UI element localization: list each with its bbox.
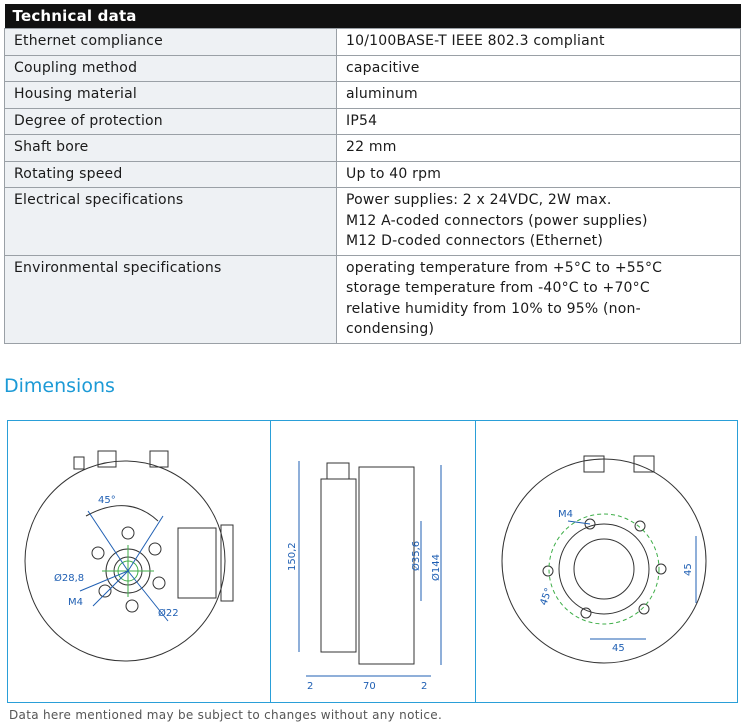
row-value [337,55,741,82]
row-value-line: operating temperature from +5°C to +55°C [346,259,663,276]
mount-hole-bl [99,585,111,597]
rear-vertical-label: 45 [683,563,694,576]
table-title: Technical data [5,4,741,29]
row-value [337,135,741,162]
front-thread-label: M4 [68,597,83,608]
mount-hole-tr [149,543,161,555]
side-mount [221,525,233,601]
row-label: Rotating speed [5,161,337,188]
row-value-line: Power supplies: 2 x 24VDC, 2W max. [346,192,612,208]
side-body-right [359,467,414,664]
table-row [5,82,741,109]
dimensions-heading: Dimensions [4,375,115,397]
row-value [337,82,741,109]
rear-view-panel [476,421,736,702]
row-value [337,29,741,56]
rear-thread-label: M4 [558,509,573,520]
row-label: Electrical specifications [5,188,337,256]
mount-hole-b [126,600,138,612]
table-row [5,135,741,162]
rear-housing-outline [502,459,706,663]
row-value [337,255,741,343]
table-row [5,161,741,188]
row-label: Shaft bore [5,135,337,162]
row-value-line: M12 A-coded connectors (power supplies) [346,212,648,229]
side-right-gap-label: 2 [421,681,428,692]
row-label: Coupling method [5,55,337,82]
rear-thread-leader [568,521,590,524]
row-value [337,188,741,256]
row-value [337,161,741,188]
rear-angle-label: 45° [538,586,555,608]
table-row [5,29,741,56]
row-value-line: capacitive [346,59,420,76]
front-view-drawing [8,421,270,702]
leader-dia [80,571,128,591]
row-value-line: storage temperature from -40°C to +70°C [346,280,650,296]
side-width-label: 70 [363,681,376,692]
rear-hole-3 [656,564,666,574]
rear-flange [559,524,649,614]
rear-hole-6 [543,566,553,576]
table-row [5,255,741,343]
rear-hole-5 [581,608,591,618]
leader-thread [93,571,128,606]
table-body [5,29,741,344]
rear-hole-2 [635,521,645,531]
technical-data-table [4,4,741,344]
rear-connector-left [584,456,604,472]
front-view-panel [8,421,270,702]
mount-hole-l [92,547,104,559]
row-value-line: 10/100BASE-T IEEE 802.3 compliant [346,33,605,49]
row-label: Environmental specifications [5,255,337,343]
angle-arc [86,506,158,521]
side-inner-dia-label: Ø35,6 [411,540,422,571]
side-height-label: 150,2 [287,542,298,571]
side-view-drawing [271,421,475,702]
table-row [5,108,741,135]
row-value-line: IP54 [346,112,378,129]
disclaimer-footnote: Data here mentioned may be subject to changes without any notice. [9,708,443,722]
row-value [337,108,741,135]
rear-view-drawing [476,421,736,702]
side-connector [327,463,349,479]
row-label: Ethernet compliance [5,29,337,56]
rear-bore [574,539,634,599]
mount-hole-r [153,577,165,589]
front-angle-label: 45° [98,495,116,506]
row-value-line: 22 mm [346,139,397,155]
row-value-line: relative humidity from 10% to 95% (non- [346,300,641,317]
side-outer-dia-label: Ø144 [431,554,442,581]
front-dia-label: Ø28,8 [54,573,85,584]
row-label: Housing material [5,82,337,109]
row-value-line: aluminum [346,86,418,102]
side-view-panel [271,421,475,702]
rear-horizontal-label: 45 [612,643,625,654]
dimensions-drawing-frame [7,420,738,703]
row-value-line: Up to 40 rpm [346,165,442,182]
table-row [5,55,741,82]
front-bore-label: Ø22 [158,608,179,619]
connector-tab [74,457,84,469]
mount-hole-top [122,527,134,539]
rear-hole-4 [639,604,649,614]
side-left-gap-label: 2 [307,681,314,692]
table-row [5,188,741,256]
row-value-line: M12 D-coded connectors (Ethernet) [346,233,603,249]
label-plate [178,528,216,598]
connector-top-left [98,451,116,467]
row-value-line: condensing) [346,321,435,337]
row-label: Degree of protection [5,108,337,135]
side-body-left [321,479,356,652]
